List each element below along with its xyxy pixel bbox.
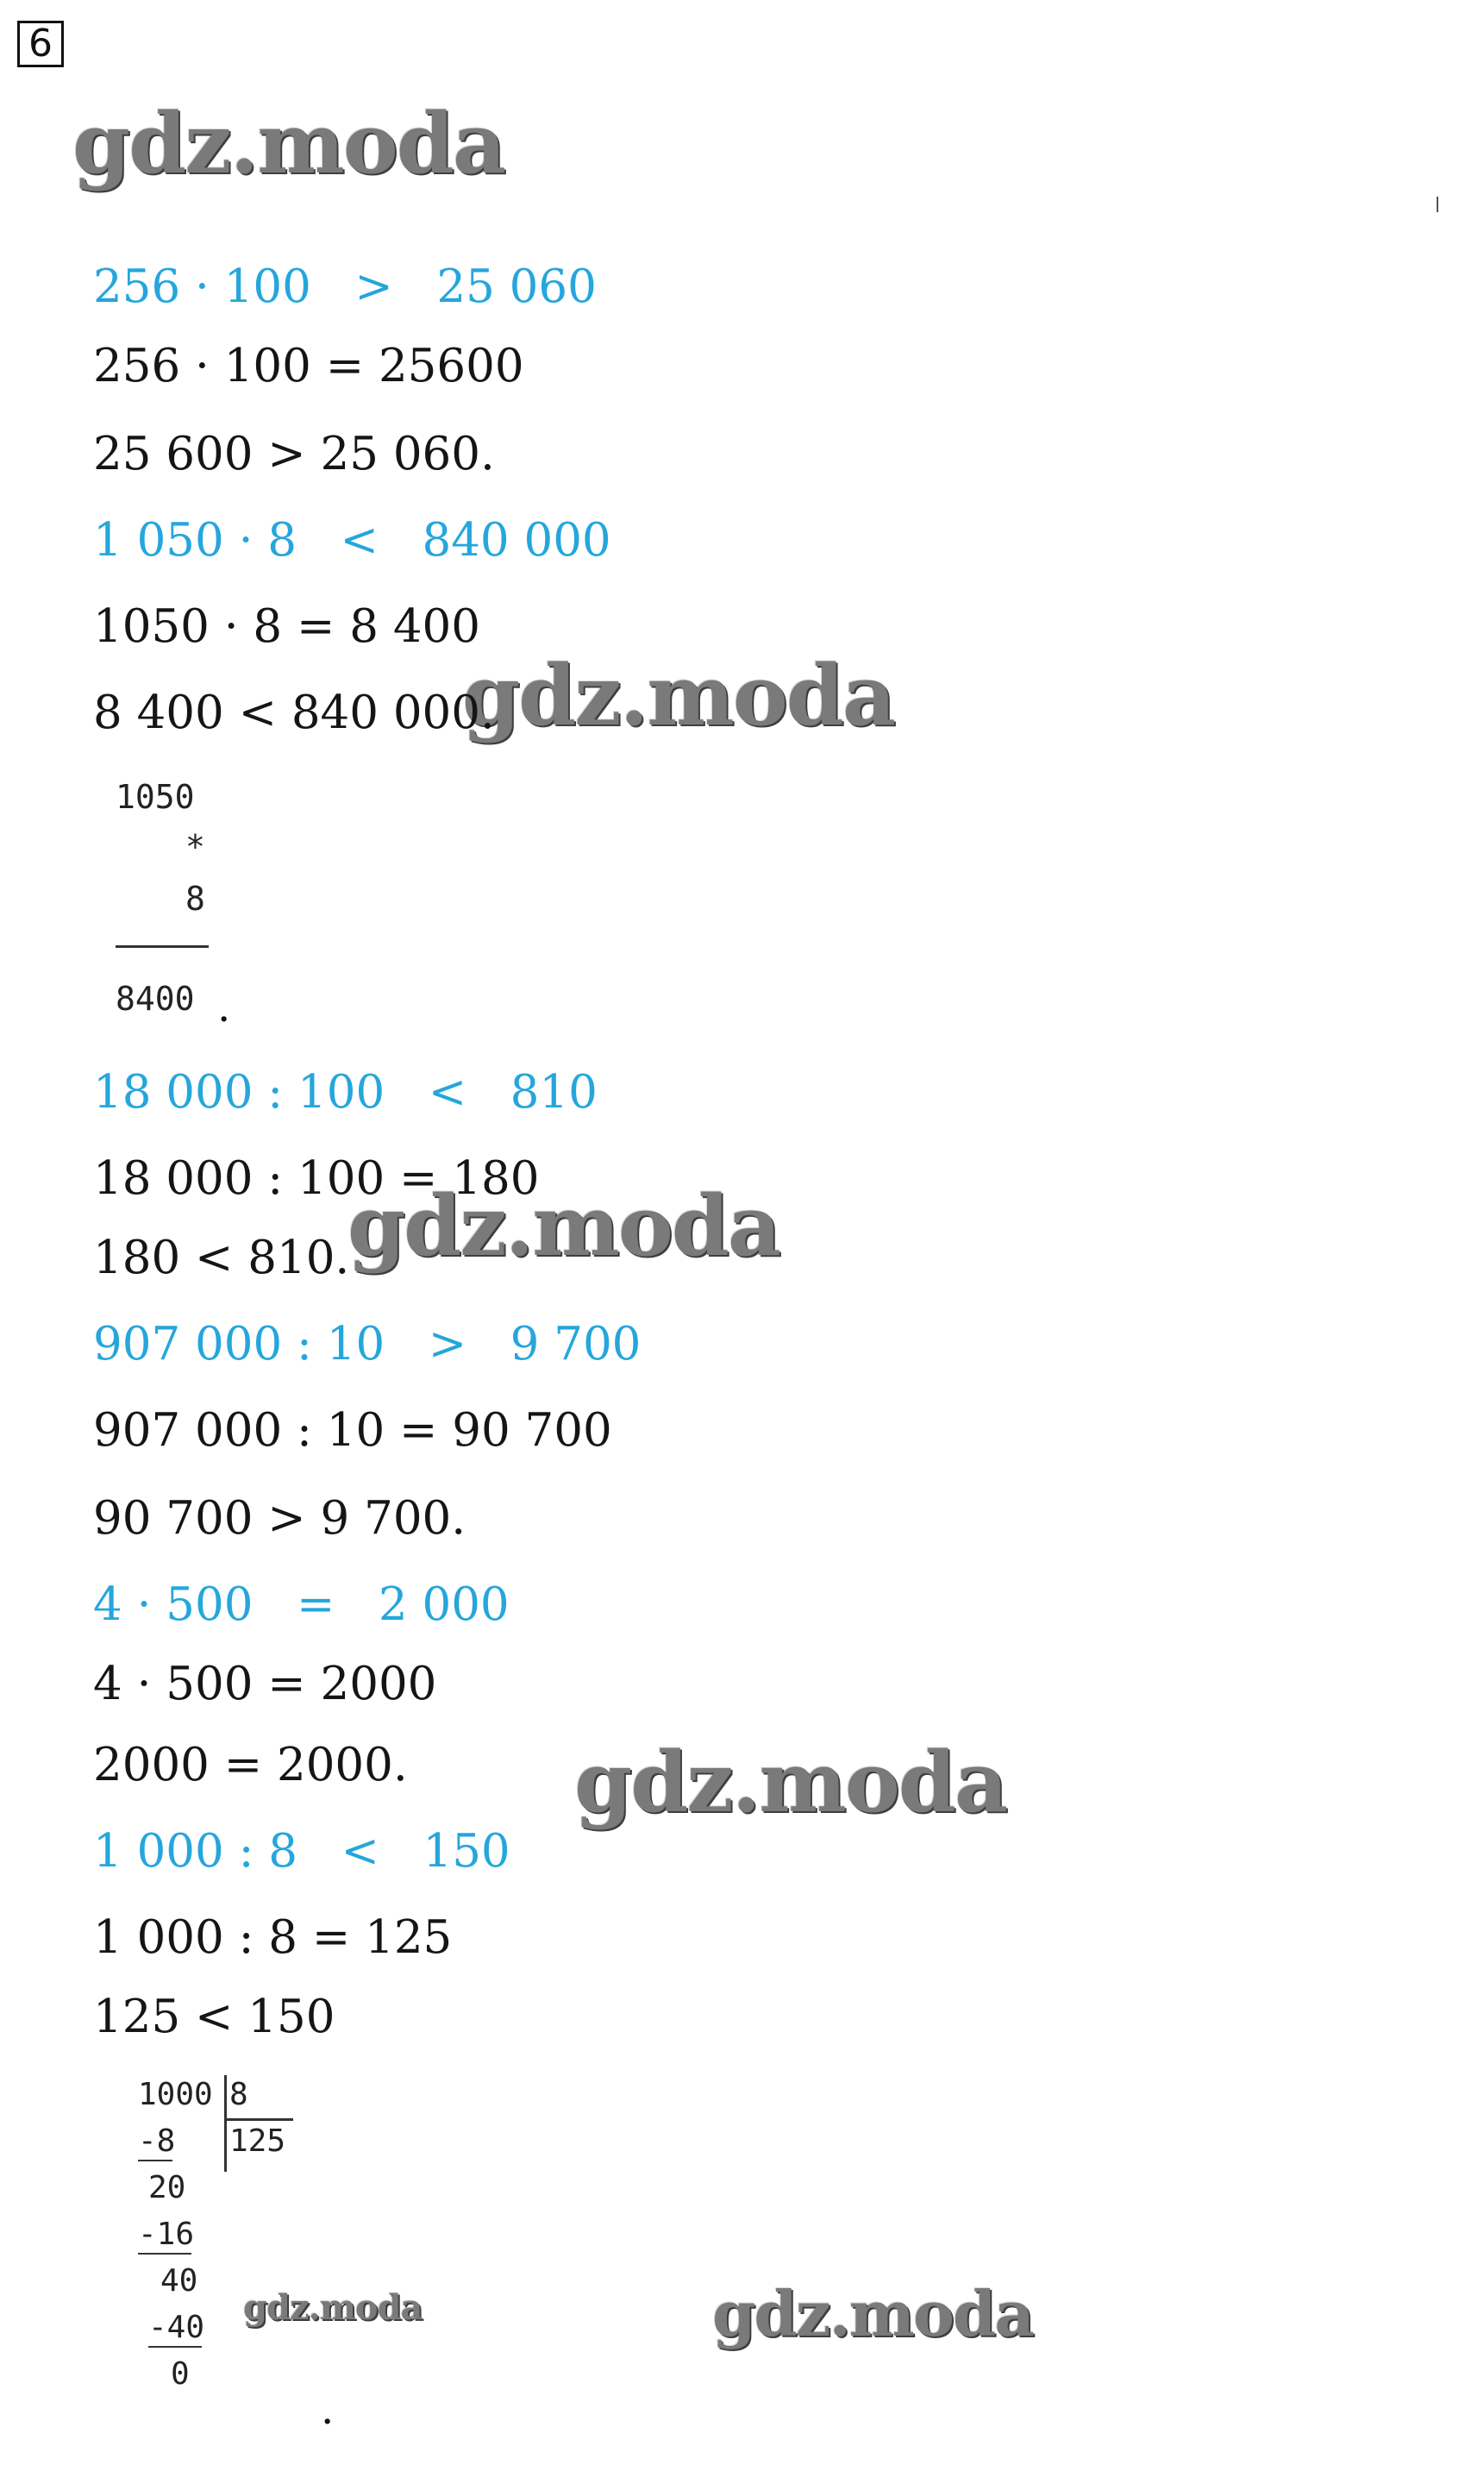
division-dividend: 1000 <box>138 2077 213 2112</box>
multiplication-top: 1050 <box>116 778 195 816</box>
division-step: -16 <box>138 2217 195 2252</box>
watermark: gdz.moda <box>712 2277 1033 2350</box>
division-step-rule <box>138 2160 172 2161</box>
division-step: 0 <box>171 2356 190 2392</box>
multiplication-rule <box>116 945 209 948</box>
division-step: -8 <box>138 2123 176 2159</box>
watermark-small: gdz.moda <box>243 2287 423 2328</box>
comparison-result: 2000 = 2000. <box>93 1739 408 1791</box>
division-divisor: 8 <box>229 2077 248 2112</box>
comparison-header: 256 · 100 > 25 060 <box>93 260 597 313</box>
comparison-header: 18 000 : 100 < 810 <box>93 1066 598 1119</box>
watermark: gdz.moda <box>462 647 895 744</box>
division-step: 20 <box>148 2170 186 2205</box>
calculation-line: 1 000 : 8 = 125 <box>93 1911 453 1964</box>
multiplication-result: 8400 <box>116 980 195 1018</box>
calculation-line: 1050 · 8 = 8 400 <box>93 600 480 653</box>
comparison-result: 90 700 > 9 700. <box>93 1492 466 1545</box>
multiplication-operator: * <box>185 828 205 866</box>
trailing-dot: . <box>217 983 231 1032</box>
scan-mark <box>1437 197 1438 212</box>
comparison-result: 25 600 > 25 060. <box>93 428 495 480</box>
division-step: -40 <box>148 2310 205 2345</box>
comparison-result: 180 < 810. <box>93 1232 350 1284</box>
calculation-line: 18 000 : 100 = 180 <box>93 1152 540 1205</box>
comparison-result: 125 < 150 <box>93 1991 335 2043</box>
task-number-badge: 6 <box>17 21 64 67</box>
multiplication-multiplier: 8 <box>185 880 205 918</box>
division-step: 40 <box>160 2263 198 2299</box>
watermark: gdz.moda <box>574 1734 1007 1831</box>
division-quotient: 125 <box>229 2123 286 2159</box>
division-horizontal-rule <box>226 2118 293 2121</box>
comparison-header: 4 · 500 = 2 000 <box>93 1578 510 1631</box>
comparison-header: 1 000 : 8 < 150 <box>93 1825 510 1878</box>
trailing-dot: . <box>321 2386 335 2434</box>
comparison-result: 8 400 < 840 000. <box>93 687 495 739</box>
watermark: gdz.moda <box>348 1177 780 1275</box>
comparison-header: 1 050 · 8 < 840 000 <box>93 514 611 567</box>
comparison-header: 907 000 : 10 > 9 700 <box>93 1318 642 1370</box>
calculation-line: 4 · 500 = 2000 <box>93 1658 437 1710</box>
calculation-line: 907 000 : 10 = 90 700 <box>93 1404 612 1457</box>
division-step-rule <box>138 2253 191 2255</box>
division-vertical-rule <box>224 2075 227 2172</box>
watermark: gdz.moda <box>72 95 505 192</box>
calculation-line: 256 · 100 = 25600 <box>93 340 524 392</box>
division-step-rule <box>148 2346 202 2348</box>
